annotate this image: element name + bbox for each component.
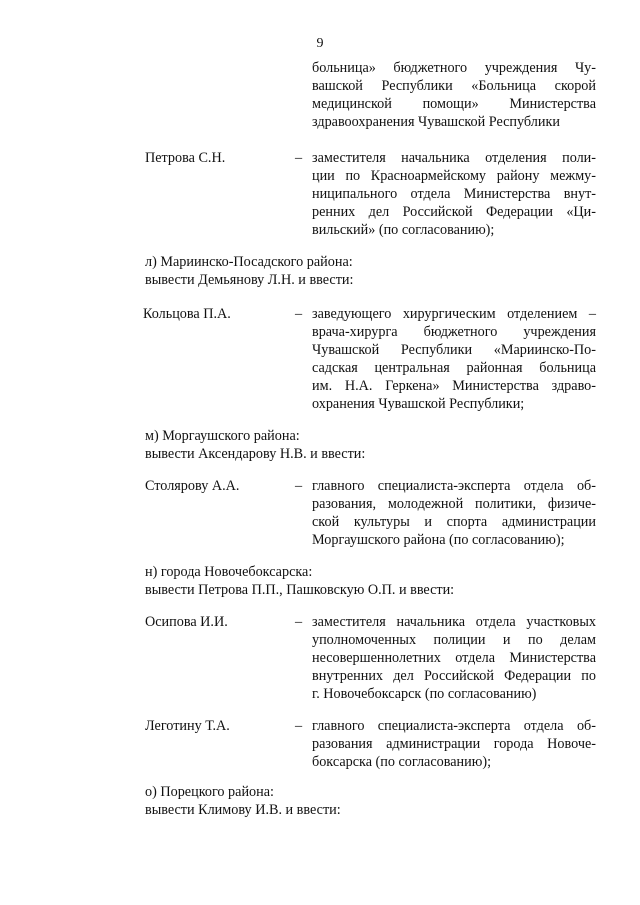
intro-line: медицинской помощи» Министерства (312, 96, 596, 112)
section-instruction: вывести Петрова П.П., Пашковскую О.П. и ввести: (145, 582, 455, 598)
entry-line: заместителя начальника отдела участковых (312, 614, 596, 630)
page-number: 9 (316, 36, 324, 51)
entry-line: заведующего хирургическим отделением – (312, 306, 596, 322)
entry-line: садская центральная районная больница (312, 360, 596, 376)
entry-line: ции по Красноармейскому району межму- (312, 168, 596, 184)
entry-line: уполномоченных полиции и по делам (312, 632, 596, 648)
entry-line: им. Н.А. Геркена» Министерства здраво- (312, 378, 596, 394)
section-heading: м) Моргаушского района: (145, 428, 300, 444)
entry-line: вильский» (по согласованию); (312, 222, 495, 238)
section-instruction: вывести Демьянову Л.Н. и ввести: (145, 272, 354, 288)
entry-dash: – (295, 478, 303, 494)
entry-line: заместителя начальника отделения поли- (312, 150, 596, 166)
entry-line: внутренних дел Российской Федерации по (312, 668, 596, 684)
entry-line: несовершеннолетних отдела Министерства (312, 650, 596, 666)
intro-line: больница» бюджетного учреждения Чу- (312, 60, 596, 76)
entry-name: Осипова И.И. (145, 614, 228, 630)
entry-name: Столярову А.А. (145, 478, 240, 494)
section-instruction: вывести Аксендарову Н.В. и ввести: (145, 446, 366, 462)
entry-line: Моргаушского района (по согласованию); (312, 532, 565, 548)
entry-line: врача-хирурга бюджетного учреждения (312, 324, 596, 340)
section-heading: о) Порецкого района: (145, 784, 274, 800)
entry-dash: – (295, 150, 303, 166)
section-heading: н) города Новочебоксарска: (145, 564, 313, 580)
section-instruction: вывести Климову И.В. и ввести: (145, 802, 341, 818)
entry-line: боксарска (по согласованию); (312, 754, 492, 770)
entry-line: разования, молодежной политики, физиче- (312, 496, 596, 512)
entry-dash: – (295, 614, 303, 630)
intro-line: вашской Республики «Больница скорой (312, 78, 596, 94)
entry-name: Петрова С.Н. (145, 150, 226, 166)
entry-name: Кольцова П.А. (143, 306, 231, 322)
entry-dash: – (295, 306, 303, 322)
entry-dash: – (295, 718, 303, 734)
section-heading: л) Мариинско-Посадского района: (145, 254, 353, 270)
intro-line: здравоохранения Чувашской Республики (312, 114, 560, 130)
entry-line: главного специалиста-эксперта отдела об- (312, 718, 596, 734)
entry-line: ской культуры и спорта администрации (312, 514, 596, 530)
entry-line: Чувашской Республики «Мариинско-По- (312, 342, 596, 358)
entry-line: ниципального отдела Министерства внут- (312, 186, 596, 202)
entry-line: разования администрации города Новоче- (312, 736, 596, 752)
entry-line: г. Новочебоксарск (по согласованию) (312, 686, 537, 702)
entry-line: охранения Чувашской Республики; (312, 396, 525, 412)
entry-line: ренних дел Российской Федерации «Ци- (312, 204, 596, 220)
entry-name: Леготину Т.А. (145, 718, 230, 734)
entry-line: главного специалиста-эксперта отдела об- (312, 478, 596, 494)
